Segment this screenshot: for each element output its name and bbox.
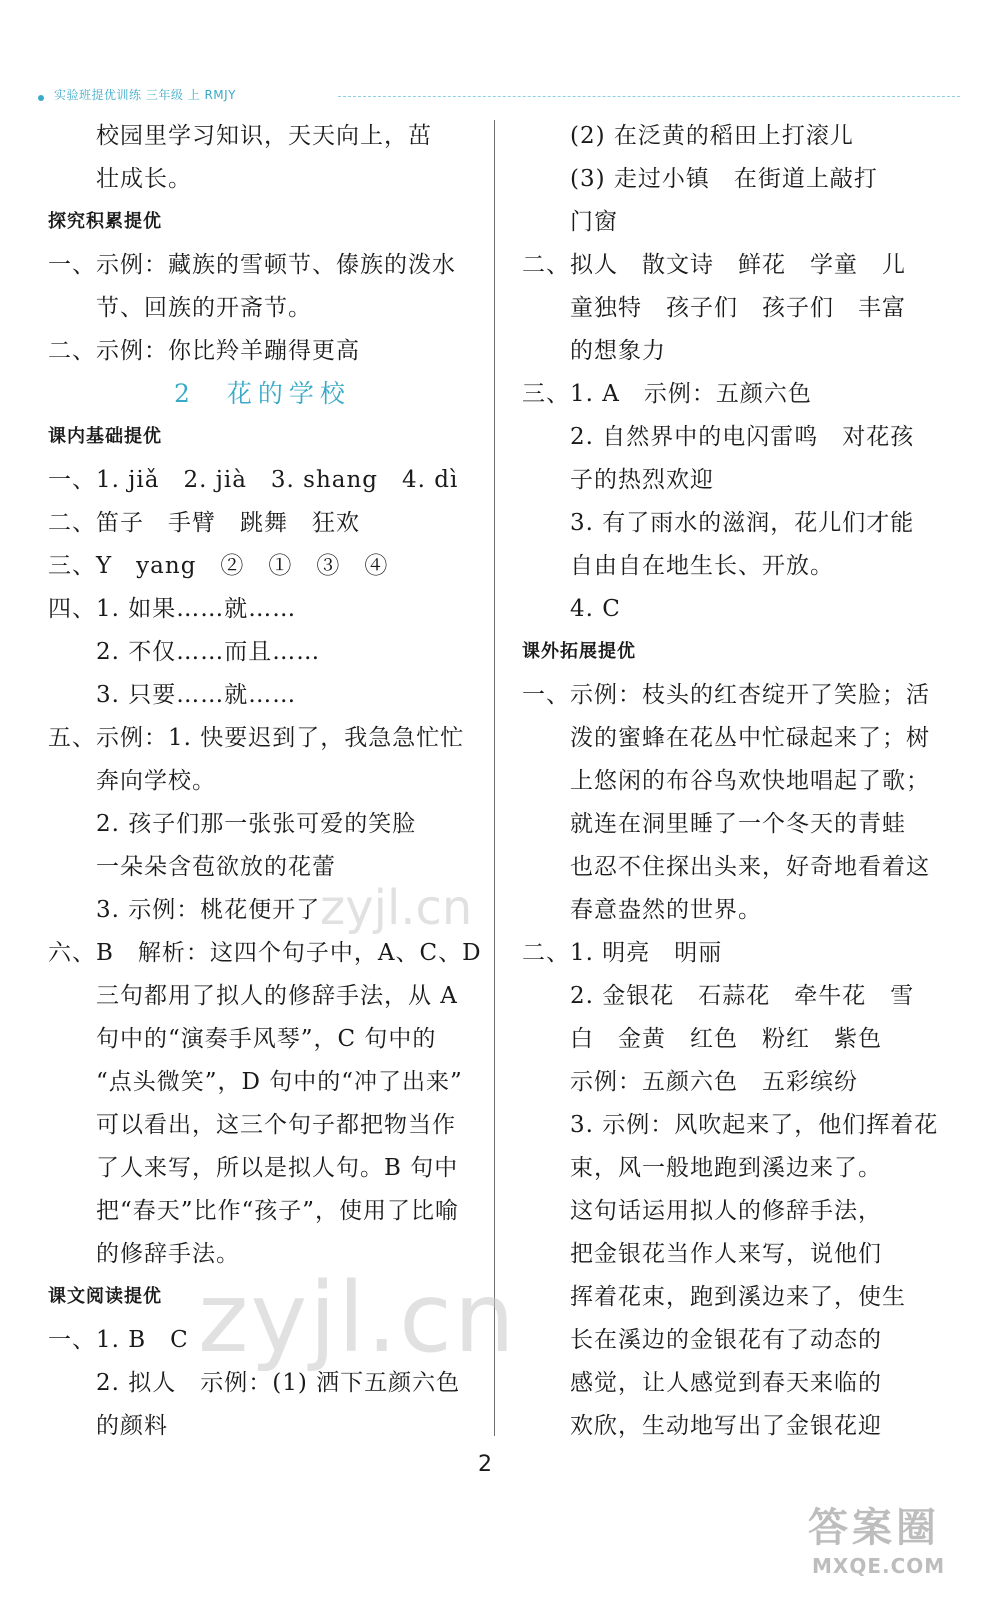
text-line: 二、示例：你比羚羊蹦得更高 <box>48 338 360 364</box>
header-rule <box>338 96 960 97</box>
text-line: 把“春天”比作“孩子”，使用了比喻 <box>48 1198 460 1224</box>
text-line: 长在溪边的金银花有了动态的 <box>522 1327 882 1353</box>
watermark-small: zyjl.cn <box>320 880 473 936</box>
text-line: 3. 有了雨水的滋润，花儿们才能 <box>522 510 915 536</box>
text-line: 2. 孩子们那一张张可爱的笑脸 <box>48 811 417 837</box>
text-line: 五、示例：1. 快要迟到了，我急急忙忙 <box>48 725 465 751</box>
text-line: “点头微笑”，D 句中的“冲了出来” <box>48 1069 463 1095</box>
text-line: 也忍不住探出头来，好奇地看着这 <box>522 854 930 880</box>
text-line: 一、1. jiǎ 2. jià 3. shang 4. dì <box>48 467 459 493</box>
text-line: 三、1. A 示例：五颜六色 <box>522 381 812 407</box>
text-line: 上悠闲的布谷鸟欢快地唱起了歌； <box>522 768 930 794</box>
logo-text: 答案圈 <box>808 1505 940 1551</box>
text-line: 3. 只要……就…… <box>48 682 297 708</box>
watermark-main: zyjl.cn <box>198 1262 517 1374</box>
page-header <box>38 86 960 106</box>
logo-domain: MXQE.COM <box>812 1554 946 1578</box>
text-line: 2. 拟人 示例：(1) 洒下五颜六色 <box>48 1370 461 1396</box>
text-line: 二、拟人 散文诗 鲜花 学童 儿 <box>522 252 906 278</box>
text-line: 一、1. B C <box>48 1327 189 1353</box>
text-line: 就连在洞里睡了一个冬天的青蛙 <box>522 811 906 837</box>
text-line: 束，风一般地跑到溪边来了。 <box>522 1155 882 1181</box>
text-line: 2. 自然界中的电闪雷鸣 对花孩 <box>522 424 915 450</box>
text-line: 欢欣，生动地写出了金银花迎 <box>522 1413 882 1439</box>
header-title: 实验班提优训练 三年级 上 RMJY <box>54 88 237 102</box>
text-line: 的修辞手法。 <box>48 1241 240 1267</box>
text-line: 子的热烈欢迎 <box>522 467 714 493</box>
text-line: 春意盎然的世界。 <box>522 897 762 923</box>
text-line: 四、1. 如果……就…… <box>48 596 297 622</box>
text-line: 把金银花当作人来写，说他们 <box>522 1241 882 1267</box>
section-heading: 课外拓展提优 <box>522 641 636 662</box>
text-line: 这句话运用拟人的修辞手法， <box>522 1198 882 1224</box>
text-line: 奔向学校。 <box>48 768 216 794</box>
section-heading: 课内基础提优 <box>48 426 162 447</box>
text-line: 一朵朵含苞欲放的花蕾 <box>48 854 336 880</box>
text-line: 三句都用了拟人的修辞手法，从 A <box>48 983 458 1009</box>
section-heading: 课文阅读提优 <box>48 1286 162 1307</box>
text-line: 校园里学习知识，天天向上，茁 <box>48 123 432 149</box>
text-line: 一、示例：藏族的雪顿节、傣族的泼水 <box>48 252 456 278</box>
text-line: 三、Y yang ② ① ③ ④ <box>48 553 389 579</box>
text-line: 一、示例：枝头的红杏绽开了笑脸；活 <box>522 682 930 708</box>
text-line: 3. 示例：桃花便开了 <box>48 897 321 923</box>
text-line: 节、回族的开斋节。 <box>48 295 312 321</box>
page-number: 2 <box>478 1452 492 1477</box>
text-line: 句中的“演奏手风琴”，C 句中的 <box>48 1026 437 1052</box>
text-line: 的想象力 <box>522 338 666 364</box>
text-line: 童独特 孩子们 孩子们 丰富 <box>522 295 906 321</box>
text-line: 白 金黄 红色 粉红 紫色 <box>522 1026 882 1052</box>
text-line: (3) 走过小镇 在街道上敲打 <box>522 166 878 192</box>
section-heading: 探究积累提优 <box>48 211 162 232</box>
text-line: 可以看出，这三个句子都把物当作 <box>48 1112 456 1138</box>
text-line: 4. C <box>522 596 621 622</box>
text-line: 示例：五颜六色 五彩缤纷 <box>522 1069 858 1095</box>
text-line: 二、笛子 手臂 跳舞 狂欢 <box>48 510 360 536</box>
text-line: 3. 示例：风吹起来了，他们挥着花 <box>522 1112 939 1138</box>
text-line: 的颜料 <box>48 1413 168 1439</box>
site-logo <box>808 1496 958 1592</box>
text-line: 二、1. 明亮 明丽 <box>522 940 723 966</box>
text-line: 门窗 <box>522 209 618 235</box>
text-line: (2) 在泛黄的稻田上打滚儿 <box>522 123 854 149</box>
text-line: 六、B 解析：这四个句子中，A、C、D <box>48 940 482 966</box>
text-line: 了人来写，所以是拟人句。B 句中 <box>48 1155 459 1181</box>
text-line: 自由自在地生长、开放。 <box>522 553 834 579</box>
text-line: 壮成长。 <box>48 166 192 192</box>
text-line: 泼的蜜蜂在花丛中忙碌起来了；树 <box>522 725 930 751</box>
text-line: 感觉，让人感觉到春天来临的 <box>522 1370 882 1396</box>
header-dot-icon <box>38 95 44 101</box>
column-divider <box>494 120 495 1436</box>
text-line: 2. 金银花 石蒜花 牵牛花 雪 <box>522 983 915 1009</box>
lesson-title: 2 花的学校 <box>174 379 351 408</box>
text-line: 挥着花束，跑到溪边来了，使生 <box>522 1284 906 1310</box>
text-line: 2. 不仅……而且…… <box>48 639 321 665</box>
